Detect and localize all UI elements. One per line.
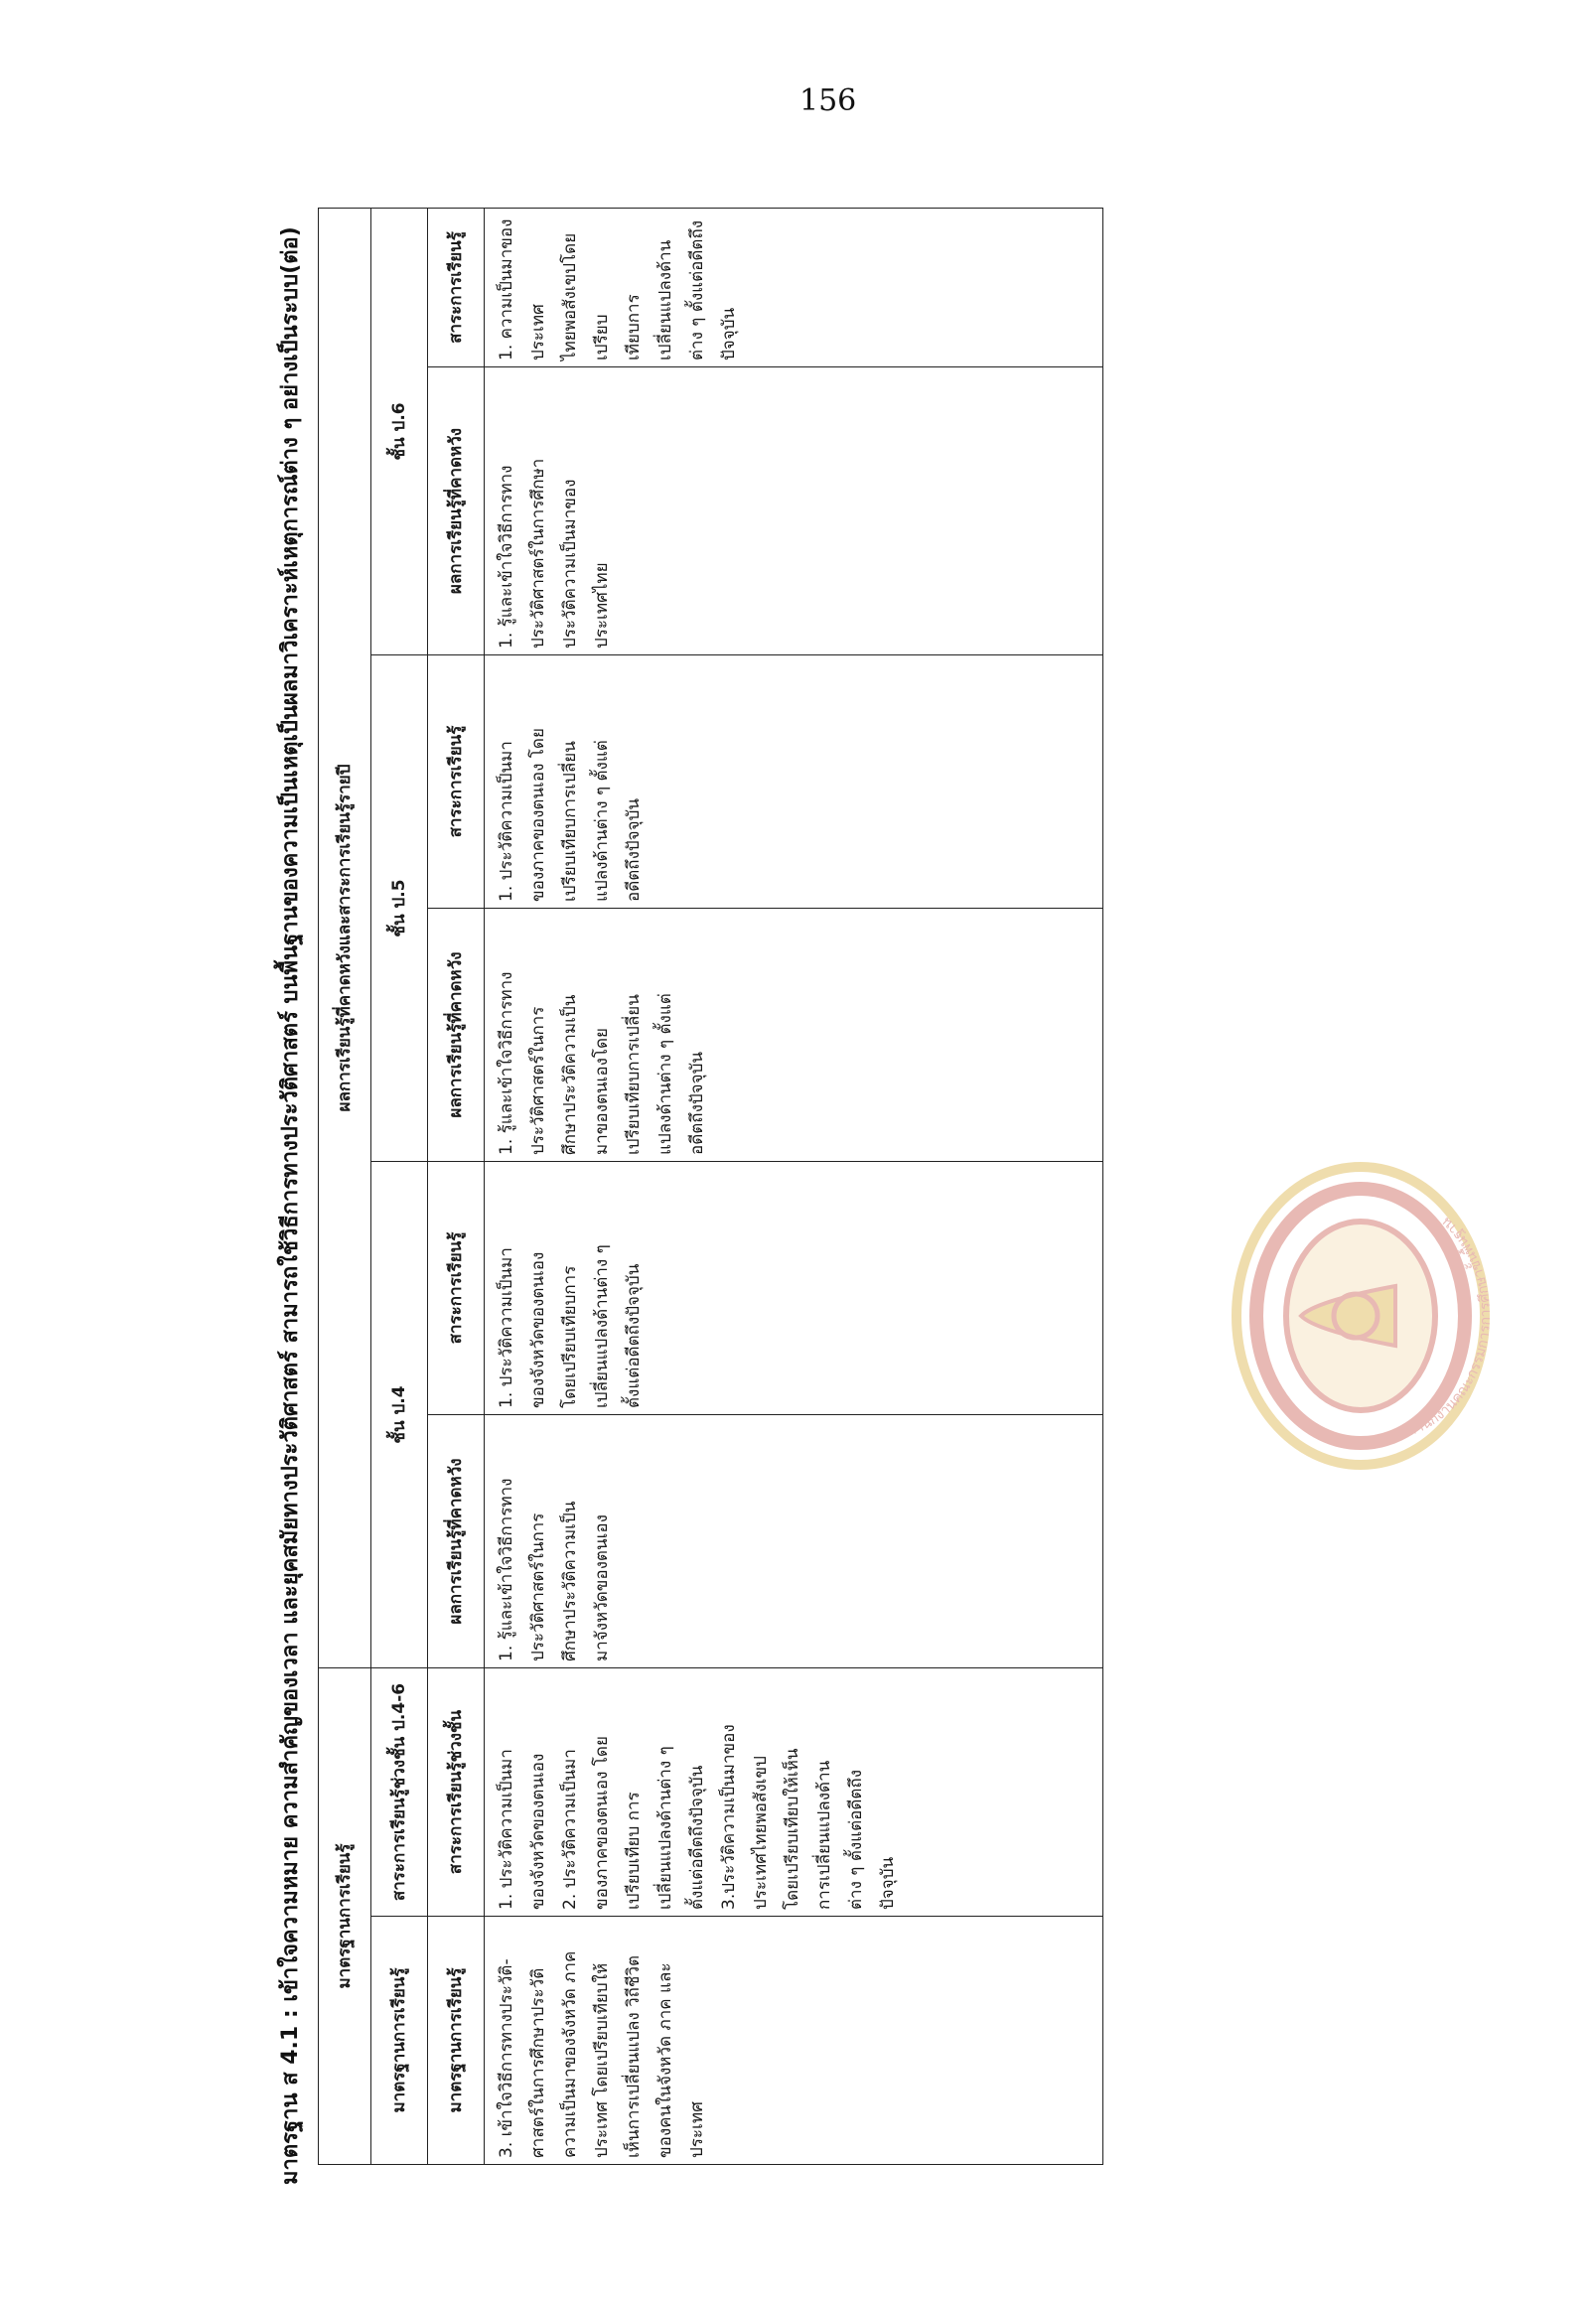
header-row-1 — [319, 208, 371, 2164]
curriculum-table — [318, 208, 1103, 2165]
header-g4-content: สาระการเรียนรู้ — [428, 1162, 485, 1415]
cell-g4-outcome: 1. รู้และเข้าใจวิธีการทาง ประวัติศาสตร์ในการ ศึกษาประวัติความเป็น มาจังหวัดของตนเอง — [485, 1415, 1103, 1668]
cell-g6-outcome: 1. รู้และเข้าใจวิธีการทาง ประวัติศาสตร์ในการศึกษา ประวัติความเป็นมาของ ประเทศไทย — [485, 367, 1103, 655]
watermark-seal-icon — [1222, 1152, 1500, 1480]
cell-content-range: 1. ประวัติความเป็นมา ของจังหวัดของตนเอง 2. ประวัติความเป็นมา ของภาคของตนเอง โดย เปรียบเทียบ การ เปลี่ยนแปลงด้านต่าง ๆ ตั้งแต่อดีตถึงปัจจุบัน 3.ประวัติความเป็นมาของ ประเทศไทยพอสังเขป โดยเปรียบเทียบให้เห็น การเปลี่ยนแปลงด้าน ต่าง ๆ ตั้งแต่อดีตถึง ปัจจุบัน — [485, 1668, 1103, 1917]
header-g4-outcome: ผลการเรียนรู้ที่คาดหวัง — [428, 1415, 485, 1668]
watermark-text: สำนักงานคณะกรรมการการศึกษาขั้นพื้นฐาน — [1404, 1214, 1495, 1440]
header-yearly: ผลการเรียนรู้ที่คาดหวังและสาระการเรียนรู้รายปี — [319, 208, 371, 1667]
cell-g4-content: 1. ประวัติความเป็นมา ของจังหวัดของตนเอง โดยเปรียบเทียบการ เปลี่ยนแปลงด้านต่าง ๆ ตั้งแต่อดีตถึงปัจจุบัน — [485, 1162, 1103, 1415]
table-row — [485, 208, 1103, 2164]
header-range-sub: สาระการเรียนรู้ช่วงชั้น — [428, 1668, 485, 1917]
cell-g5-outcome: 1. รู้และเข้าใจวิธีการทาง ประวัติศาสตร์ในการ ศึกษาประวัติความเป็น มาของตนเองโดย เปรียบเทียบการเปลี่ยน แปลงด้านต่าง ๆ ตั้งแต่ อดีตถึงปัจจุบัน — [485, 909, 1103, 1162]
header-content-range: สาระการเรียนรู้ช่วงชั้น ป.4-6 — [371, 1668, 428, 1917]
header-g6-content: สาระการเรียนรู้ — [428, 208, 485, 366]
header-g6-outcome: ผลการเรียนรู้ที่คาดหวัง — [428, 367, 485, 655]
header-grade5: ชั้น ป.5 — [371, 655, 428, 1162]
header-standard-group: มาตรฐานการเรียนรู้ — [319, 1668, 371, 2165]
cell-g5-content: 1. ประวัติความเป็นมา ของภาคของตนเอง โดย เปรียบเทียบการเปลี่ยน แปลงด้านต่าง ๆ ตั้งแต่ อดีตถึงปัจจุบัน — [485, 655, 1103, 909]
header-g5-content: สาระการเรียนรู้ — [428, 655, 485, 909]
header-grade6: ชั้น ป.6 — [371, 208, 428, 654]
cell-standard: 3. เข้าใจวิธีการทางประวัติ- ศาสตร์ในการศึกษาประวัติ ความเป็นมาของจังหวัด ภาค ประเทศ โดยเปรียบเทียบให้ เห็นการเปลี่ยนแปลง วิถีชีวิต ของคนในจังหวัด ภาค และ ประเทศ — [485, 1917, 1103, 2165]
header-standard-sub: มาตรฐานการเรียนรู้ — [428, 1917, 485, 2165]
header-grade4: ชั้น ป.4 — [371, 1162, 428, 1668]
header-row-4 — [428, 208, 485, 2164]
header-standard: มาตรฐานการเรียนรู้ — [371, 1917, 428, 2165]
page-number: 156 — [799, 83, 857, 118]
header-g5-outcome: ผลการเรียนรู้ที่คาดหวัง — [428, 909, 485, 1162]
table-caption: มาตรฐาน ส 4.1 : เข้าใจความหมาย ความสำคัญของเวลา และยุคสมัยทางประวัติศาสตร์ สามารถใช้วิธีการทางประวัติศาสตร์ บนพื้นฐานของความเป็นเหตุเป็นผลมาวิเคราะห์เหตุการณ์ต่าง ๆ อย่างเป็นระบบ(ต่อ) — [278, 226, 303, 2185]
rotated-page-content — [268, 199, 1495, 2185]
cell-g6-content: 1. ความเป็นมาของประเทศ ไทยพอสังเขปโดยเปรียบ เทียบการเปลี่ยนแปลงด้าน ต่าง ๆ ตั้งแต่อดีตถึงปัจจุบัน — [485, 208, 1103, 366]
